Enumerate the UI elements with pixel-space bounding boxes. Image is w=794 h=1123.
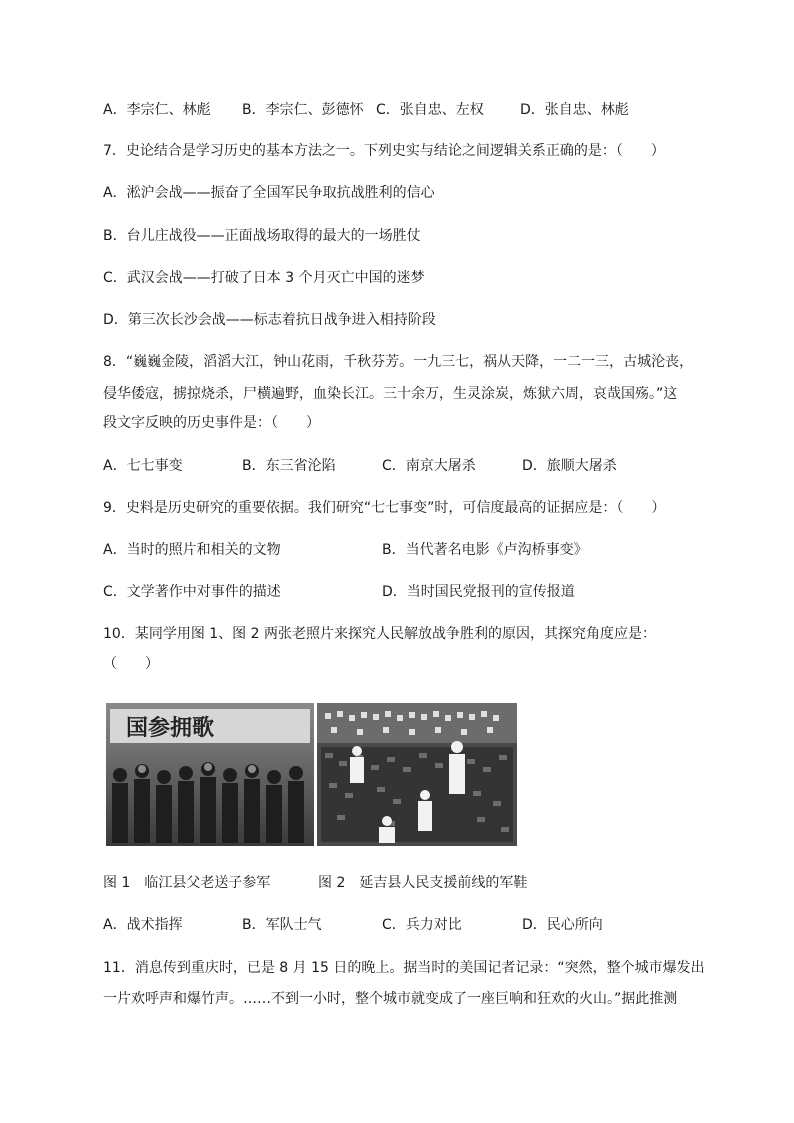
- q8-stem-line-2: 侵华倭寇，掳掠烧杀，尸横遍野，血染长江。三十余万，生灵涂炭，炼狱六周，哀哉国殇。”这: [103, 386, 678, 402]
- q10-photos: [106, 703, 517, 846]
- q6-option-b[interactable]: B．李宗仁、彭德怀: [242, 102, 364, 118]
- q11-stem-line-2: 一片欢呼声和爆竹声。……不到一小时，整个城市就变成了一座巨响和狂欢的火山。”据此推测: [103, 991, 678, 1007]
- q11-stem-line-1: 11．消息传到重庆时，已是 8 月 15 日的晚上。据当时的美国记者记录：“突然，整个城市爆发出: [103, 960, 705, 976]
- q7-option-c[interactable]: C．武汉会战——打破了日本 3 个月灭亡中国的迷梦: [103, 270, 425, 286]
- q10-option-c[interactable]: C．兵力对比: [382, 917, 462, 933]
- photo-1-image: [106, 703, 314, 846]
- q10-option-b[interactable]: B．军队士气: [242, 917, 322, 933]
- q7-stem: 7．史论结合是学习历史的基本方法之一。下列史实与结论之间逻辑关系正确的是：（ ）: [103, 143, 665, 159]
- photo-1-banner-text: 国参拥歌: [126, 716, 215, 741]
- q10-option-a[interactable]: A．战术指挥: [103, 917, 183, 933]
- q9-stem: 9．史料是历史研究的重要依据。我们研究“七七事变”时，可信度最高的证据应是：（ ）: [103, 500, 666, 516]
- q9-option-b[interactable]: B．当代著名电影《卢沟桥事变》: [382, 542, 588, 558]
- q8-stem-line-1: 8．“巍巍金陵，滔滔大江，钟山花雨，千秋芬芳。一九三七，祸从天降，一二一三，古城沦丧，: [103, 354, 694, 370]
- q7-option-d[interactable]: D．第三次长沙会战——标志着抗日战争进入相持阶段: [103, 312, 436, 328]
- q8-option-d[interactable]: D．旅顺大屠杀: [522, 458, 617, 474]
- photo-2-image: [317, 703, 517, 846]
- q6-option-c[interactable]: C．张自忠、左权: [376, 102, 484, 118]
- q10-caption-2: 图 2 延吉县人民支援前线的军鞋: [318, 875, 528, 891]
- q10-option-d[interactable]: D．民心所向: [522, 917, 603, 933]
- q10-caption-1: 图 1 临江县父老送子参军: [103, 875, 271, 891]
- q6-option-d[interactable]: D．张自忠、林彪: [520, 102, 629, 118]
- q8-stem-line-3: 段文字反映的历史事件是：（ ）: [103, 415, 320, 431]
- q10-stem-line-1: 10．某同学用图 1、图 2 两张老照片来探究人民解放战争胜利的原因，其探究角度应是：: [103, 626, 656, 642]
- q10-stem-line-2: （ ）: [103, 656, 159, 672]
- q7-option-a[interactable]: A．淞沪会战——振奋了全国军民争取抗战胜利的信心: [103, 185, 435, 201]
- q9-option-a[interactable]: A．当时的照片和相关的文物: [103, 542, 281, 558]
- q8-option-c[interactable]: C．南京大屠杀: [382, 458, 476, 474]
- q9-option-c[interactable]: C．文学著作中对事件的描述: [103, 584, 281, 600]
- q7-option-b[interactable]: B．台儿庄战役——正面战场取得的最大的一场胜仗: [103, 228, 421, 244]
- q8-option-b[interactable]: B．东三省沦陷: [242, 458, 336, 474]
- q6-option-a[interactable]: A．李宗仁、林彪: [103, 102, 211, 118]
- q8-option-a[interactable]: A．七七事变: [103, 458, 183, 474]
- q9-option-d[interactable]: D．当时国民党报刊的宣传报道: [382, 584, 575, 600]
